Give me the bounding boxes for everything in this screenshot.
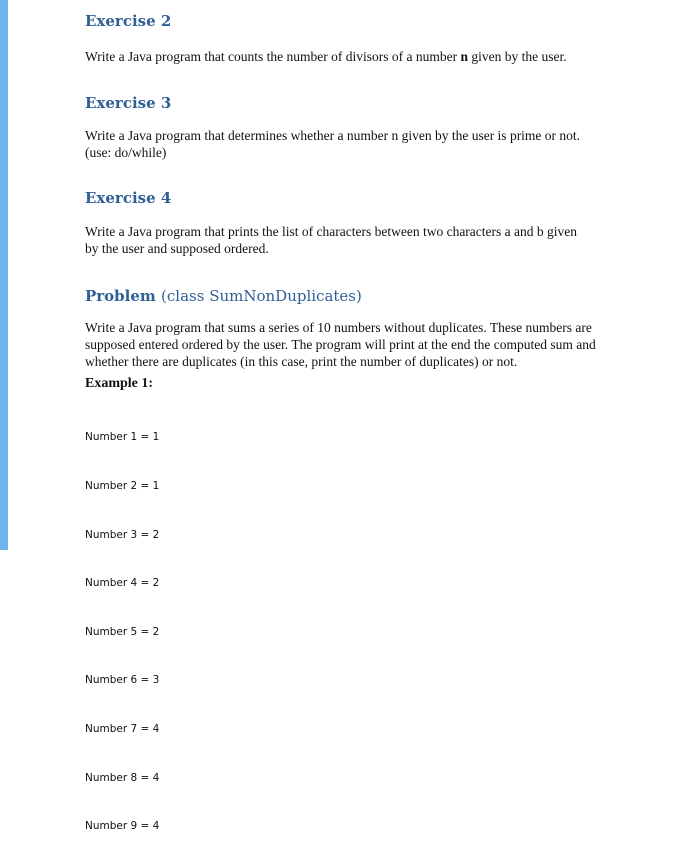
exercise-4-line-2: by the user and supposed ordered. — [85, 241, 269, 256]
example-line: Number 8 = 4 — [85, 771, 160, 784]
problem-line-3: whether there are duplicates (in this case, print the number of duplicates) or not. — [85, 354, 518, 369]
problem-description — [85, 319, 625, 370]
exercise-3-text — [85, 127, 625, 161]
exercise-2-text-part1: Write a Java program that counts the number of divisors of a number — [85, 49, 461, 64]
problem-class-name: (class SumNonDuplicates) — [161, 287, 362, 305]
example-line: Number 1 = 1 — [85, 431, 160, 444]
exercise-2-text — [85, 48, 625, 65]
problem-heading — [85, 287, 362, 305]
example-label: Example 1: — [85, 376, 154, 391]
problem-title: Problem — [85, 287, 156, 305]
example-line: Number 4 = 2 — [85, 577, 160, 590]
example-line: Number 6 = 3 — [85, 674, 160, 687]
example-output — [85, 397, 159, 867]
problem-line-1: Write a Java program that sums a series of 10 numbers without duplicates. These numbers are — [85, 320, 592, 335]
exercise-3-line-1: Write a Java program that determines whether a number n given by the user is prime or not. — [85, 128, 581, 143]
example-line: Number 5 = 2 — [85, 625, 160, 638]
exercise-2-bold-n: n — [460, 49, 468, 64]
exercise-4-text — [85, 223, 625, 257]
exercise-2-heading: Exercise 2 — [85, 12, 172, 30]
exercise-2-text-part2: given by the user. — [468, 49, 567, 64]
exercise-4-heading: Exercise 4 — [85, 189, 172, 207]
exercise-4-line-1: Write a Java program that prints the list of characters between two characters a and b given — [85, 224, 578, 239]
example-line: Number 2 = 1 — [85, 480, 160, 493]
exercise-3-line-2: (use: do/while) — [85, 145, 167, 160]
example-line: Number 3 = 2 — [85, 528, 160, 541]
problem-line-2: supposed entered ordered by the user. The program will print at the end the computed sum and — [85, 337, 596, 352]
example-line: Number 9 = 4 — [85, 820, 160, 833]
left-accent-bar — [0, 0, 8, 550]
example-line: Number 7 = 4 — [85, 723, 160, 736]
exercise-3-heading: Exercise 3 — [85, 94, 172, 112]
